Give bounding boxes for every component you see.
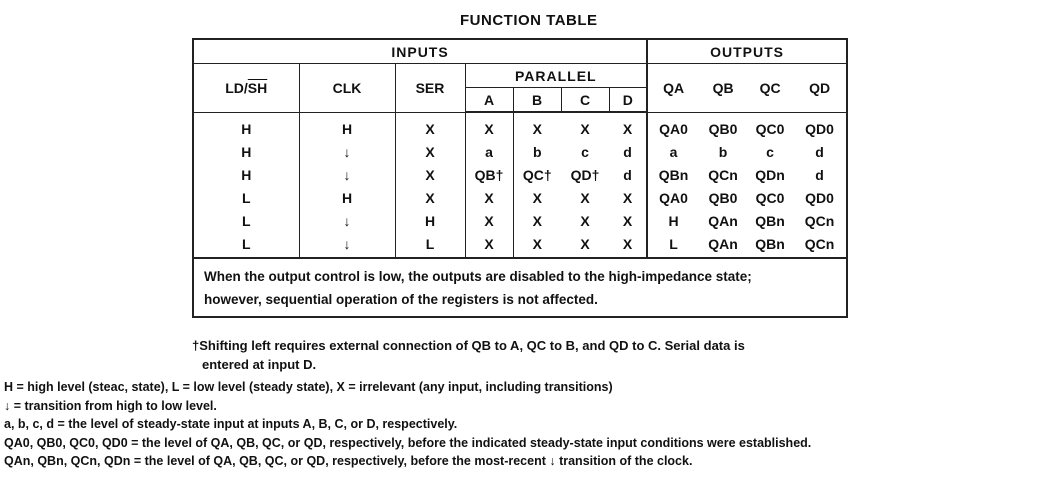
table-body xyxy=(193,112,847,258)
cell-qa: H xyxy=(647,209,699,232)
ld-sh-header: $LD/\overline{SH}$ xyxy=(193,64,299,113)
a-header: A xyxy=(465,88,513,113)
cell-qd: d xyxy=(793,163,847,186)
cell-ser: H xyxy=(395,209,465,232)
cell-b: X xyxy=(532,235,542,252)
cell-d: X xyxy=(609,232,647,258)
cell-ld-sh: L xyxy=(193,186,299,209)
c-header: C xyxy=(561,88,609,113)
clk-header: CLK xyxy=(299,64,395,113)
table-row xyxy=(193,186,847,209)
parallel-header: PARALLEL xyxy=(465,64,647,88)
cell-qd: d xyxy=(793,140,847,163)
cell-a: X xyxy=(465,209,513,232)
cell-c: X xyxy=(580,189,590,206)
cell-c: X xyxy=(580,212,590,229)
cell-ld-sh: H xyxy=(193,140,299,163)
cell-ser: X xyxy=(395,186,465,209)
cell-d: X xyxy=(609,209,647,232)
b-header: B xyxy=(513,88,561,113)
cell-qd: QCn xyxy=(793,209,847,232)
cell-ld-sh: L xyxy=(193,209,299,232)
cell-a: X xyxy=(465,232,513,258)
cell-c: X xyxy=(580,120,590,137)
cell-b: X xyxy=(532,189,542,206)
cell-qa: QA0 xyxy=(647,186,699,209)
cell-ser: X xyxy=(395,140,465,163)
legend-line-1: H = high level (steac, state), L = low level (steady state), X = irrelevant (any input, including transitions) xyxy=(4,380,613,394)
cell-d: X xyxy=(609,112,647,140)
note-line-1: When the output control is low, the outputs are disabled to the high-impedance state; xyxy=(204,268,752,284)
cell-ld-sh: H xyxy=(193,163,299,186)
table-row xyxy=(193,232,847,258)
cell-c: QD† xyxy=(570,166,600,183)
cell-qa: L xyxy=(647,232,699,258)
cell-qb: QAn xyxy=(708,212,738,229)
cell-qa: a xyxy=(647,140,699,163)
cell-qd: QD0 xyxy=(793,186,847,209)
cell-b: X xyxy=(532,120,542,137)
cell-b: b xyxy=(532,143,542,160)
cell-qc: QDn xyxy=(755,166,785,183)
cell-clk: ↓ xyxy=(299,163,395,186)
qd-header: QD xyxy=(793,64,847,113)
footnote-line-1: †Shifting left requires external connection of QB to A, QC to B, and QD to C. Serial data is xyxy=(192,338,745,353)
cell-ld-sh: H xyxy=(193,112,299,140)
qa-header: QA xyxy=(647,64,699,113)
table-row xyxy=(193,140,847,163)
inputs-header: INPUTS xyxy=(193,39,647,64)
cell-a: a xyxy=(465,140,513,163)
cell-b: QC† xyxy=(522,166,552,183)
cell-qb: QB0 xyxy=(708,189,738,206)
cell-c: X xyxy=(580,235,590,252)
cell-qb: b xyxy=(718,143,728,160)
cell-qd: QD0 xyxy=(793,112,847,140)
function-table xyxy=(192,38,848,318)
cell-qa: QBn xyxy=(647,163,699,186)
cell-c: c xyxy=(581,143,589,160)
outputs-header: OUTPUTS xyxy=(647,39,847,64)
footnote xyxy=(192,336,892,374)
cell-d: X xyxy=(609,186,647,209)
legend xyxy=(4,378,1044,471)
table-row xyxy=(193,163,847,186)
table-row xyxy=(193,209,847,232)
cell-qc: c xyxy=(766,143,774,160)
legend-line-3: a, b, c, d = the level of steady-state input at inputs A, B, C, or D, respectively. xyxy=(4,417,458,431)
cell-clk: ↓ xyxy=(299,209,395,232)
cell-qb: QCn xyxy=(708,166,738,183)
cell-qd: QCn xyxy=(793,232,847,258)
cell-clk: ↓ xyxy=(299,140,395,163)
page-title: FUNCTION TABLE xyxy=(460,12,598,29)
cell-qa: QA0 xyxy=(647,112,699,140)
legend-line-5: QAn, QBn, QCn, QDn = the level of QA, QB, QC, or QD, respectively, before the most-recent ↓ transition of the clock. xyxy=(4,454,693,468)
footnote-line-2: entered at input D. xyxy=(202,357,317,372)
cell-ser: L xyxy=(395,232,465,258)
cell-b: X xyxy=(532,212,542,229)
cell-d: d xyxy=(609,163,647,186)
cell-d: d xyxy=(609,140,647,163)
cell-clk: ↓ xyxy=(299,232,395,258)
cell-qb: QAn xyxy=(708,235,738,252)
note-line-2: however, sequential operation of the registers is not affected. xyxy=(204,291,598,307)
qb-header: QB xyxy=(699,64,747,113)
cell-a: QB† xyxy=(465,163,513,186)
cell-ld-sh: L xyxy=(193,232,299,258)
table-row xyxy=(193,112,847,140)
cell-qb: QB0 xyxy=(708,120,738,137)
ser-header: SER xyxy=(395,64,465,113)
cell-clk: H xyxy=(299,112,395,140)
cell-qc: QBn xyxy=(755,212,785,229)
cell-ser: X xyxy=(395,112,465,140)
cell-qc: QBn xyxy=(755,235,785,252)
cell-a: X xyxy=(465,186,513,209)
cell-ser: X xyxy=(395,163,465,186)
table-note xyxy=(193,258,847,317)
cell-clk: H xyxy=(299,186,395,209)
d-header: D xyxy=(609,88,647,113)
cell-qc: QC0 xyxy=(755,120,785,137)
qc-header: QC xyxy=(747,64,793,113)
legend-line-4: QA0, QB0, QC0, QD0 = the level of QA, QB, QC, or QD, respectively, before the indicated steady-state input conditions were established. xyxy=(4,435,812,450)
cell-qc: QC0 xyxy=(755,189,785,206)
legend-line-2: ↓ = transition from high to low level. xyxy=(4,398,217,413)
cell-a: X xyxy=(465,112,513,140)
